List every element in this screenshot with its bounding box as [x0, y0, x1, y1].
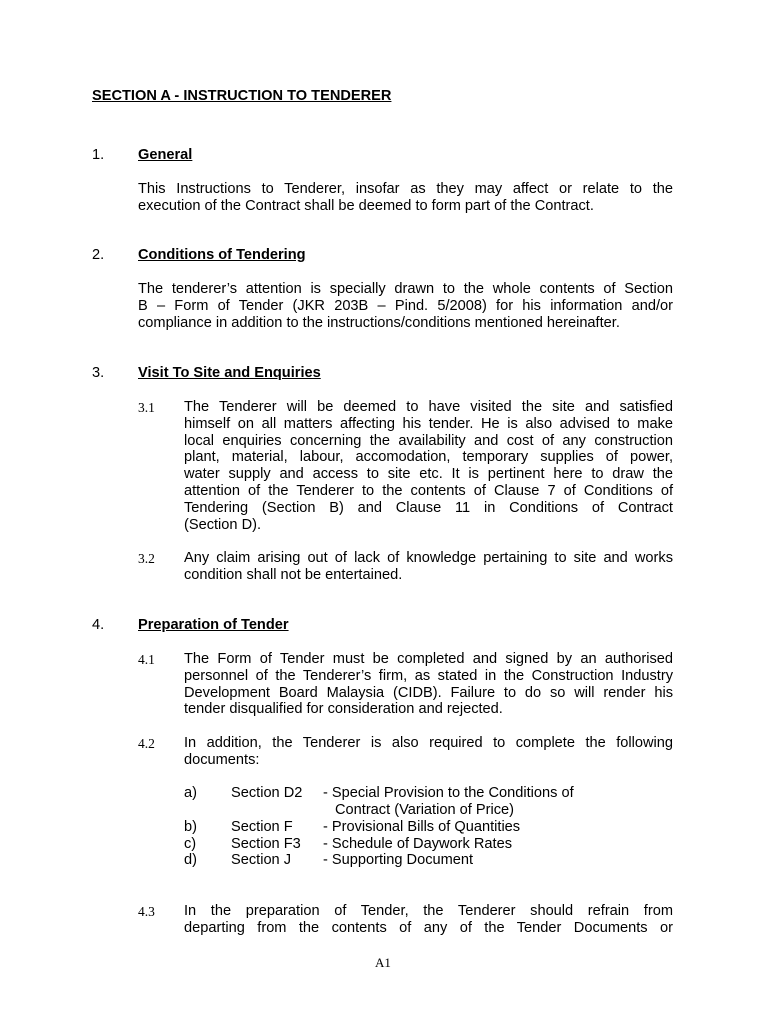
clause-3-2-paragraph [184, 550, 673, 584]
list-item-section: Section F3 [231, 836, 301, 852]
text-line: This Instructions to Tenderer, insofar as they may affect or relate to the [138, 181, 673, 197]
text-line: departing from the contents of any of the Tender Documents or [184, 919, 673, 936]
text-line: compliance in addition to the instructions/conditions mentioned hereinafter. [138, 314, 620, 331]
clause-3-heading: Visit To Site and Enquiries [138, 365, 321, 381]
clause-3-number: 3. [92, 365, 105, 381]
list-item-letter: c) [184, 836, 197, 852]
section-title: SECTION A - INSTRUCTION TO TENDERER [92, 88, 392, 104]
text-line: local enquiries concerning the availability and cost of any construction [184, 432, 673, 449]
clause-4-3-paragraph [184, 903, 673, 937]
list-item-letter: a) [184, 785, 197, 801]
list-item-letter: d) [184, 852, 197, 868]
clause-3-1-number: 3.1 [138, 400, 155, 415]
clause-3-2-number: 3.2 [138, 551, 155, 566]
text-line: water supply and access to site etc. It is pertinent here to draw the [184, 466, 673, 483]
clause-4-1-number: 4.1 [138, 652, 155, 667]
text-line: condition shall not be entertained. [184, 566, 403, 583]
clause-2-heading: Conditions of Tendering [138, 247, 306, 263]
text-line: Development Board Malaysia (CIDB). Failure to do so will render his [184, 684, 673, 701]
text-line: The Tenderer will be deemed to have visited the site and satisfied [184, 399, 673, 415]
text-line: The Form of Tender must be completed and signed by an authorised [184, 651, 673, 667]
clause-3-1-paragraph [184, 399, 673, 533]
text-line: Any claim arising out of lack of knowledge pertaining to site and works [184, 550, 673, 566]
text-line: himself on all matters affecting his tender. He is also advised to make [184, 415, 673, 432]
list-item-section: Section F [231, 819, 293, 835]
clause-4-3-number: 4.3 [138, 904, 155, 919]
text-line: tender disqualified for consideration and rejected. [184, 701, 503, 718]
list-item-description: - Special Provision to the Conditions of [323, 785, 574, 801]
clause-4-2-paragraph [184, 735, 673, 769]
text-line: In the preparation of Tender, the Tenderer should refrain from [184, 903, 673, 919]
clause-4-1-paragraph [184, 651, 673, 718]
text-line: Tendering (Section B) and Clause 11 in Conditions of Contract [184, 499, 673, 516]
list-item-section: Section J [231, 852, 292, 868]
page-number: A1 [375, 955, 391, 970]
text-line: personnel of the Tenderer’s firm, as stated in the Construction Industry [184, 667, 673, 684]
clause-4-number: 4. [92, 617, 105, 633]
text-line: attention of the Tenderer to the contents of Clause 7 of Conditions of [184, 482, 673, 499]
list-item-description-continued: Contract (Variation of Price) [335, 802, 514, 818]
text-line: (Section D). [184, 516, 262, 533]
list-item-section: Section D2 [231, 785, 303, 801]
text-line: B – Form of Tender (JKR 203B – Pind. 5/2008) for his information and/or [138, 297, 673, 314]
text-line: documents: [184, 751, 260, 768]
clause-2-paragraph [138, 281, 673, 331]
list-item-description: - Schedule of Daywork Rates [323, 836, 512, 852]
clause-2-number: 2. [92, 247, 105, 263]
clause-4-2-number: 4.2 [138, 736, 155, 751]
list-item-description: - Supporting Document [323, 852, 474, 868]
text-line: In addition, the Tenderer is also required to complete the following [184, 735, 673, 751]
clause-1-number: 1. [92, 147, 105, 163]
text-line: execution of the Contract shall be deemed to form part of the Contract. [138, 197, 594, 214]
clause-4-heading: Preparation of Tender [138, 617, 289, 633]
clause-1-heading: General [138, 147, 193, 163]
clause-1-paragraph [138, 181, 673, 215]
list-item-description: - Provisional Bills of Quantities [323, 819, 521, 835]
text-line: The tenderer’s attention is specially drawn to the whole contents of Section [138, 281, 673, 297]
text-line: plant, material, labour, accomodation, temporary supplies of power, [184, 449, 673, 466]
list-item-letter: b) [184, 819, 197, 835]
